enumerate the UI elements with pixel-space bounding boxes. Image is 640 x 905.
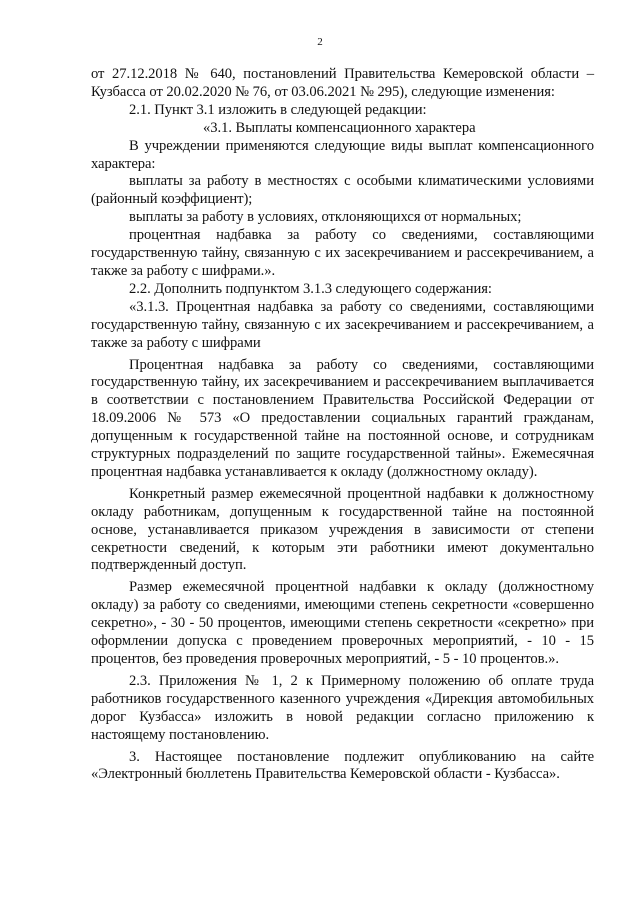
paragraph-3-1-3: «3.1.3. Процентная надбавка за работу со сведениями, составляющими государственную тайну, связанную с их засекречиванием и рассекречиванием, а также за работу с шифрами [91,298,594,351]
paragraph-compensation-types: В учреждении применяются следующие виды выплат компенсационного характера: [91,137,594,172]
paragraph-bonus-rates: Размер ежемесячной процентной надбавки к окладу (должностному окладу) за работу со сведениями, имеющими степень секретности «совершенно секретно», - 30 - 50 процентов, имеющими степень секретности «секретно» при оформлении допуска с проведением проверочных мероприятий, - 10 - 15 процентов, без проведения проверочных мероприятий, - 5 - 10 процентов.». [91,579,594,667]
paragraph-bonus-amount: Конкретный размер ежемесячной процентной надбавки к должностному окладу работникам, допущенным к государственной тайне на постоянной основе, устанавливается приказом учреждения в зависимости от степени секретности сведений, к которым эти работники имеют документально подтвержденный доступ. [91,485,594,574]
paragraph-climate-payments: выплаты за работу в местностях с особыми климатическими условиями (районный коэффициент); [91,173,594,208]
paragraph-abnormal-conditions: выплаты за работу в условиях, отклоняющихся от нормальных; [129,209,522,226]
paragraph-3-1-title: «3.1. Выплаты компенсационного характера [203,119,476,136]
paragraph-2-2: 2.2. Дополнить подпунктом 3.1.3 следующего содержания: [129,280,492,297]
paragraph-changes-intro: от 27.12.2018 № 640, постановлений Правительства Кемеровской области – Кузбасса от 20.02.2020 № 76, от 03.06.2021 № 295), следующие изменения: [91,66,594,100]
paragraph-3-publication: 3. Настоящее постановление подлежит опубликованию на сайте «Электронный бюллетень Правительства Кемеровской области - Кузбасса». [91,748,594,783]
paragraph-secrecy-bonus: процентная надбавка за работу со сведениями, составляющими государственную тайну, связанную с их засекречиванием и рассекречиванием, а также за работу с шифрами.». [91,227,594,279]
document-body [91,66,594,784]
paragraph-bonus-legal-basis: Процентная надбавка за работу со сведениями, составляющими государственную тайну, их засекречиванием и рассекречиванием выплачивается в соответствии с постановлением Правительства Российской Федерации от 18.09.2006 № 573 «О предоставлении социальных гарантий гражданам, допущенным к государственной тайне на постоянной основе, и сотрудникам структурных подразделений по защите государственной тайны». Ежемесячная процентная надбавка устанавливается к окладу (должностному окладу). [91,356,594,480]
paragraph-2-1: 2.1. Пункт 3.1 изложить в следующей редакции: [129,101,427,118]
page-number: 2 [317,36,323,48]
paragraph-2-3: 2.3. Приложения № 1, 2 к Примерному положению об оплате труда работников государственного казенного учреждения «Дирекция автомобильных дорог Кузбасса» изложить в новой редакции согласно приложению к настоящему постановлению. [91,672,594,743]
